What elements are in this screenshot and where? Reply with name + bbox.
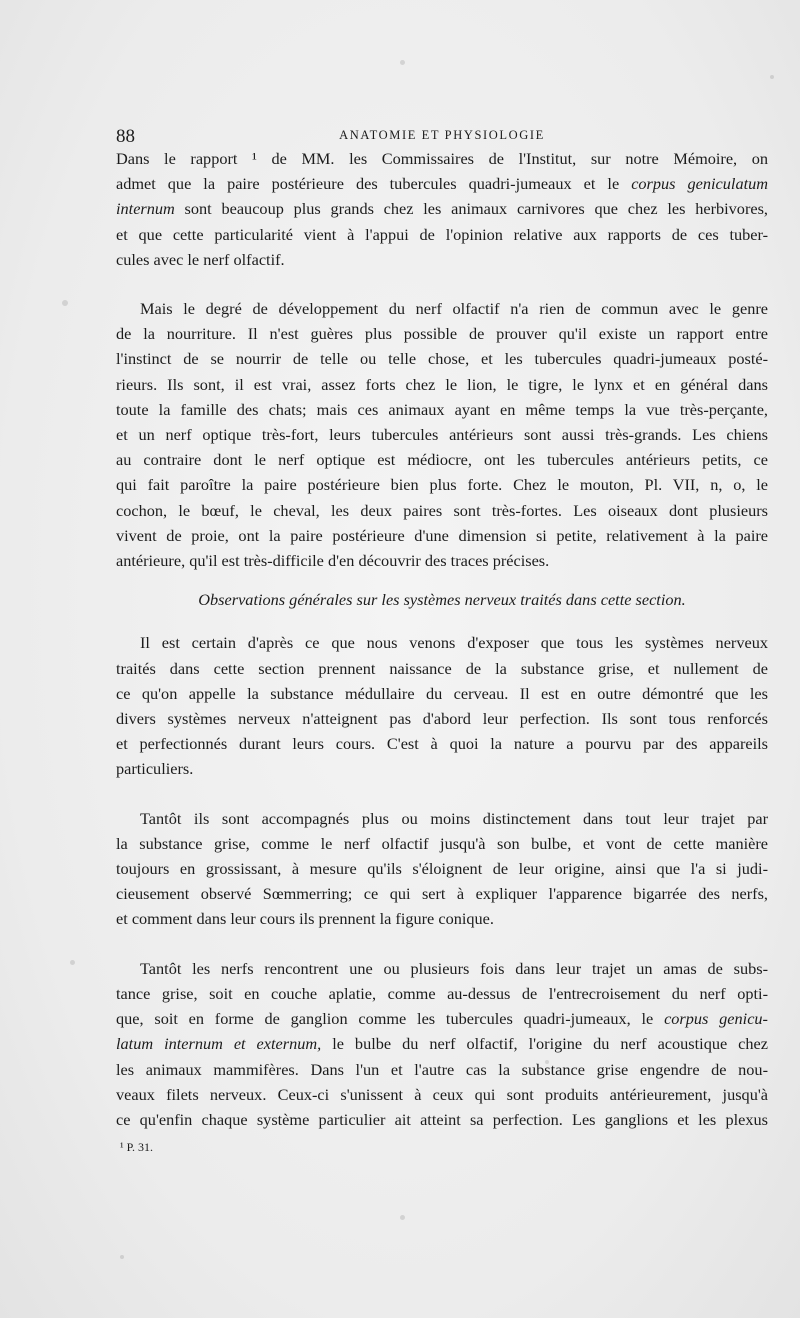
paragraph-1 bbox=[116, 146, 768, 272]
text-line: Dans le rapport ¹ de MM. les Commissaires de l'Institut, sur notre Mémoire, on bbox=[116, 149, 768, 168]
paragraph-gap bbox=[116, 782, 768, 806]
text-line: rieurs. Ils sont, il est vrai, assez forts chez le lion, le tigre, le lynx et en général dans bbox=[116, 374, 768, 394]
text-line: les animaux mammifères. Dans l'un et l'autre cas la substance grise engendre de nou- bbox=[116, 1059, 768, 1079]
footnote: ¹ P. 31. bbox=[120, 1140, 153, 1154]
running-head: ANATOMIE ET PHYSIOLOGIE bbox=[339, 128, 545, 142]
text-line: de la nourriture. Il n'est guères plus possible de prouver qu'il existe un rapport entre bbox=[116, 324, 768, 344]
paragraph-5 bbox=[116, 956, 768, 1132]
italic-term: corpus genicu- bbox=[664, 1009, 768, 1029]
italic-term: latum internum et externum, bbox=[116, 1034, 322, 1054]
foxing-spot bbox=[400, 1215, 405, 1220]
page-number: 88 bbox=[116, 126, 135, 147]
foxing-spot bbox=[120, 1255, 124, 1259]
text-line: l'instinct de se nourrir de telle ou telle chose, et les tubercules quadri-jumeaux posté- bbox=[116, 349, 768, 369]
text-line: cules avec le nerf olfactif. bbox=[116, 249, 285, 269]
text-line: vivent de proie, ont la paire postérieure d'une dimension si petite, relativement à la paire bbox=[116, 525, 768, 545]
italic-term: corpus geniculatum bbox=[631, 174, 769, 194]
text-line: tance grise, soit en couche aplatie, comme au-dessus de l'entrecroisement du nerf opti- bbox=[116, 983, 768, 1003]
text-line: Mais le degré de développement du nerf olfactif n'a rien de commun avec le genre bbox=[140, 299, 768, 319]
text-line: qui fait paroître la paire postérieure bien plus forte. Chez le mouton, Pl. VII, n, o, le bbox=[116, 475, 768, 495]
text-line: particuliers. bbox=[116, 759, 194, 779]
text-run: admet que la paire postérieure des tubercules quadri-jumeaux et le bbox=[116, 174, 632, 194]
text-line: cieusement observé Sœmmerring; ce qui sert à expliquer l'apparence bigarrée des nerfs, bbox=[116, 884, 768, 904]
text-run: le bulbe du nerf olfactif, l'origine du nerf acoustique chez bbox=[321, 1034, 768, 1054]
text-line: ce qu'enfin chaque système particulier ait atteint sa perfection. Les ganglions et les plexus bbox=[116, 1109, 768, 1129]
text-line: divers systèmes nerveux n'atteignent pas d'abord leur perfection. Ils sont tous renforcés bbox=[116, 709, 768, 729]
paragraph-2 bbox=[116, 296, 768, 573]
text-line: Il est certain d'après ce que nous venons d'exposer que tous les systèmes nerveux bbox=[140, 633, 768, 653]
text-line: Tantôt les nerfs rencontrent une ou plusieurs fois dans leur trajet un amas de subs- bbox=[140, 958, 768, 978]
text-line: traités dans cette section prennent naissance de la substance grise, et nullement de bbox=[116, 658, 768, 678]
section-title: Observations générales sur les systèmes nerveux traités dans cette section. bbox=[198, 590, 686, 610]
text-run: que, soit en forme de ganglion comme les tubercules quadri-jumeaux, le bbox=[116, 1009, 665, 1029]
text-line bbox=[116, 196, 768, 221]
text-line: ce qu'on appelle la substance médullaire du cerveau. Il est en outre démontré que les bbox=[116, 683, 768, 703]
foxing-spot bbox=[770, 75, 774, 79]
text-line: la substance grise, comme le nerf olfactif jusqu'à son bulbe, et vont de cette manière bbox=[116, 833, 768, 853]
text-line bbox=[116, 171, 768, 196]
text-line: toujours en grossissant, à mesure qu'ils s'éloignent de leur origine, ainsi que l'a si judi- bbox=[116, 859, 768, 879]
text-line: et comment dans leur cours ils prennent la figure conique. bbox=[116, 909, 494, 929]
paragraph-4 bbox=[116, 806, 768, 932]
text-line: Tantôt ils sont accompagnés plus ou moins distinctement dans tout leur trajet par bbox=[140, 808, 768, 828]
text-line: et perfectionnés durant leurs cours. C'est à quoi la nature a pourvu par des appareils bbox=[116, 734, 768, 754]
text-line bbox=[116, 1031, 768, 1056]
foxing-spot bbox=[62, 300, 68, 306]
text-run: sont beaucoup plus grands chez les animaux carnivores que chez les herbivores, bbox=[174, 199, 768, 219]
text-line: antérieure, qu'il est très-difficile d'en découvrir des traces précises. bbox=[116, 551, 550, 571]
foxing-spot bbox=[400, 60, 405, 65]
text-line: au contraire dont le nerf optique est médiocre, ont les tubercules antérieurs petits, ce bbox=[116, 450, 768, 470]
body-text bbox=[116, 146, 768, 1132]
italic-term: internum bbox=[116, 199, 175, 219]
text-line: toute la famille des chats; mais ces animaux ayant en même temps la vue très-perçante, bbox=[116, 399, 768, 419]
text-line: veaux filets nerveux. Ceux-ci s'unissent à ceux qui sont produits antérieurement, jusqu'à bbox=[116, 1084, 768, 1104]
text-line bbox=[116, 1006, 768, 1031]
text-line: et un nerf optique très-fort, leurs tubercules antérieurs sont aussi très-grands. Les chiens bbox=[116, 425, 768, 445]
foxing-spot bbox=[70, 960, 75, 965]
paragraph-3 bbox=[116, 630, 768, 781]
text-line: cochon, le bœuf, le cheval, les deux paires sont très-fortes. Les oiseaux dont plusieurs bbox=[116, 500, 768, 520]
paragraph-gap bbox=[116, 272, 768, 296]
paragraph-gap bbox=[116, 932, 768, 956]
text-line: et que cette particularité vient à l'appui de l'opinion relative aux rapports de ces tuber- bbox=[116, 224, 768, 244]
